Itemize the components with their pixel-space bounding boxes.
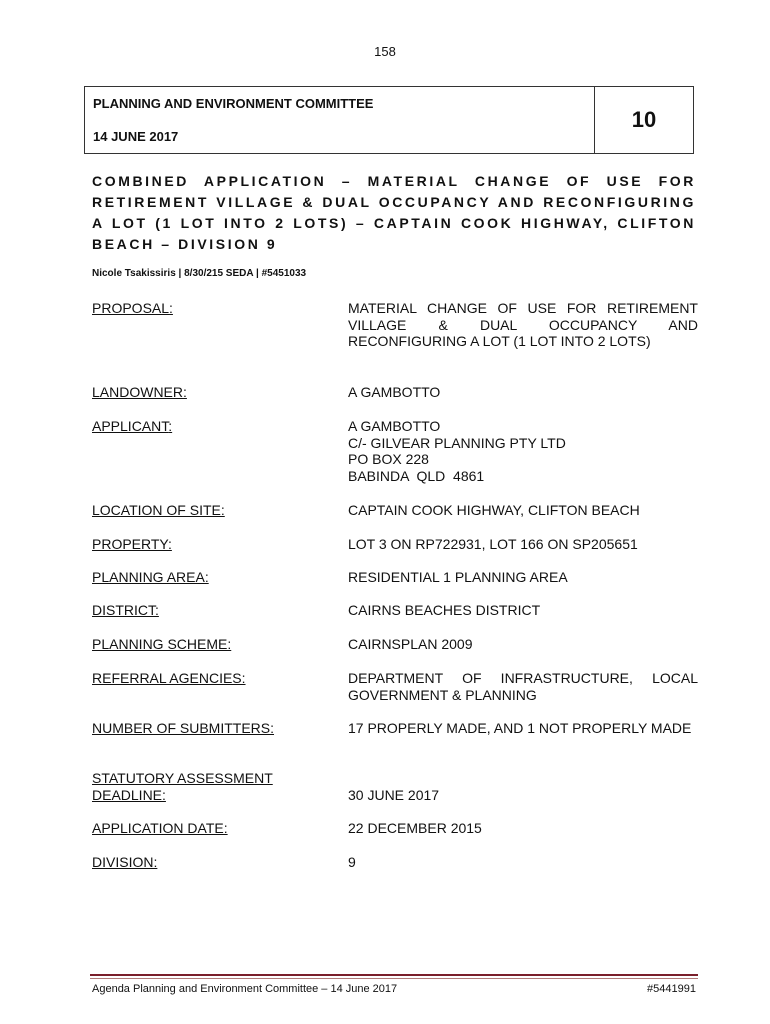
landowner-label: LANDOWNER <box>92 384 184 400</box>
submitters-label: NUMBER OF SUBMITTERS: <box>92 720 275 736</box>
planning-scheme-value: CAIRNSPLAN 2009 <box>348 636 473 652</box>
applicant-line: A GAMBOTTO <box>348 418 441 434</box>
footer-agenda-title: Agenda Planning and Environment Committee – 14 June 2017 <box>92 983 398 995</box>
division-label: DIVISION: <box>92 854 158 870</box>
deadline-label-line: DEADLINE: <box>92 786 166 803</box>
footer-document-number: #5441991 <box>647 983 696 995</box>
report-reference: Nicole Tsakissiris | 8/30/215 SEDA | #5451033 <box>92 268 307 279</box>
submitters-value: 17 PROPERLY MADE, AND 1 NOT PROPERLY MADE <box>348 720 692 736</box>
location-label: LOCATION OF SITE: <box>92 502 225 518</box>
district-value: CAIRNS BEACHES DISTRICT <box>348 602 541 618</box>
application-date-value: 22 DECEMBER 2015 <box>348 820 482 836</box>
applicant-line: BABINDA QLD 4861 <box>348 467 485 484</box>
property-label: PROPERTY: <box>92 536 172 552</box>
meeting-date: 14 JUNE 2017 <box>93 129 179 144</box>
division-value: 9 <box>348 854 356 870</box>
meeting-info <box>85 87 595 153</box>
landowner-value: A GAMBOTTO <box>348 384 441 400</box>
report-title: COMBINED APPLICATION – MATERIAL CHANGE OF USE FOR RETIREMENT VILLAGE & DUAL OCCUPANCY AND RECONFIGURING A LOT (1 LOT INTO 2 LOTS) – CAPTAIN COOK HIGHWAY, CLIFTON BEACH – DIVISION 9 <box>92 173 696 252</box>
planning-area-value: RESIDENTIAL 1 PLANNING AREA <box>348 569 568 585</box>
deadline-label <box>92 770 332 803</box>
planning-scheme-label: PLANNING SCHEME: <box>92 636 232 652</box>
applicant-line: PO BOX 228 <box>348 451 429 467</box>
applicant-line: C/- GILVEAR PLANNING PTY LTD <box>348 434 566 451</box>
referral-agencies-label: REFERRAL AGENCIES: <box>92 670 246 686</box>
page-number: 158 <box>374 44 396 59</box>
proposal-label: PROPOSAL <box>92 300 170 316</box>
property-value: LOT 3 ON RP722931, LOT 166 ON SP205651 <box>348 536 638 552</box>
location-value: CAPTAIN COOK HIGHWAY, CLIFTON BEACH <box>348 502 640 518</box>
footer-rule-thin <box>90 978 698 979</box>
proposal-value: MATERIAL CHANGE OF USE FOR RETIREMENT VILLAGE & DUAL OCCUPANCY AND RECONFIGURING A LOT (1 LOT INTO 2 LOTS) <box>348 300 698 349</box>
applicant-label: APPLICANT <box>92 418 169 434</box>
committee-name: PLANNING AND ENVIRONMENT COMMITTEE <box>93 96 374 111</box>
application-date-label: APPLICATION DATE: <box>92 820 228 836</box>
footer-rule <box>90 974 698 976</box>
deadline-value: 30 JUNE 2017 <box>348 787 440 803</box>
deadline-label-line: STATUTORY ASSESSMENT <box>92 770 273 786</box>
meeting-header-box <box>84 86 694 154</box>
referral-agencies-value: DEPARTMENT OF INFRASTRUCTURE, LOCAL GOVERNMENT & PLANNING <box>348 670 698 703</box>
planning-area-label: PLANNING AREA: <box>92 569 209 585</box>
agenda-item-number: 10 <box>631 107 657 132</box>
applicant-value <box>348 418 698 484</box>
district-label: DISTRICT: <box>92 602 159 618</box>
